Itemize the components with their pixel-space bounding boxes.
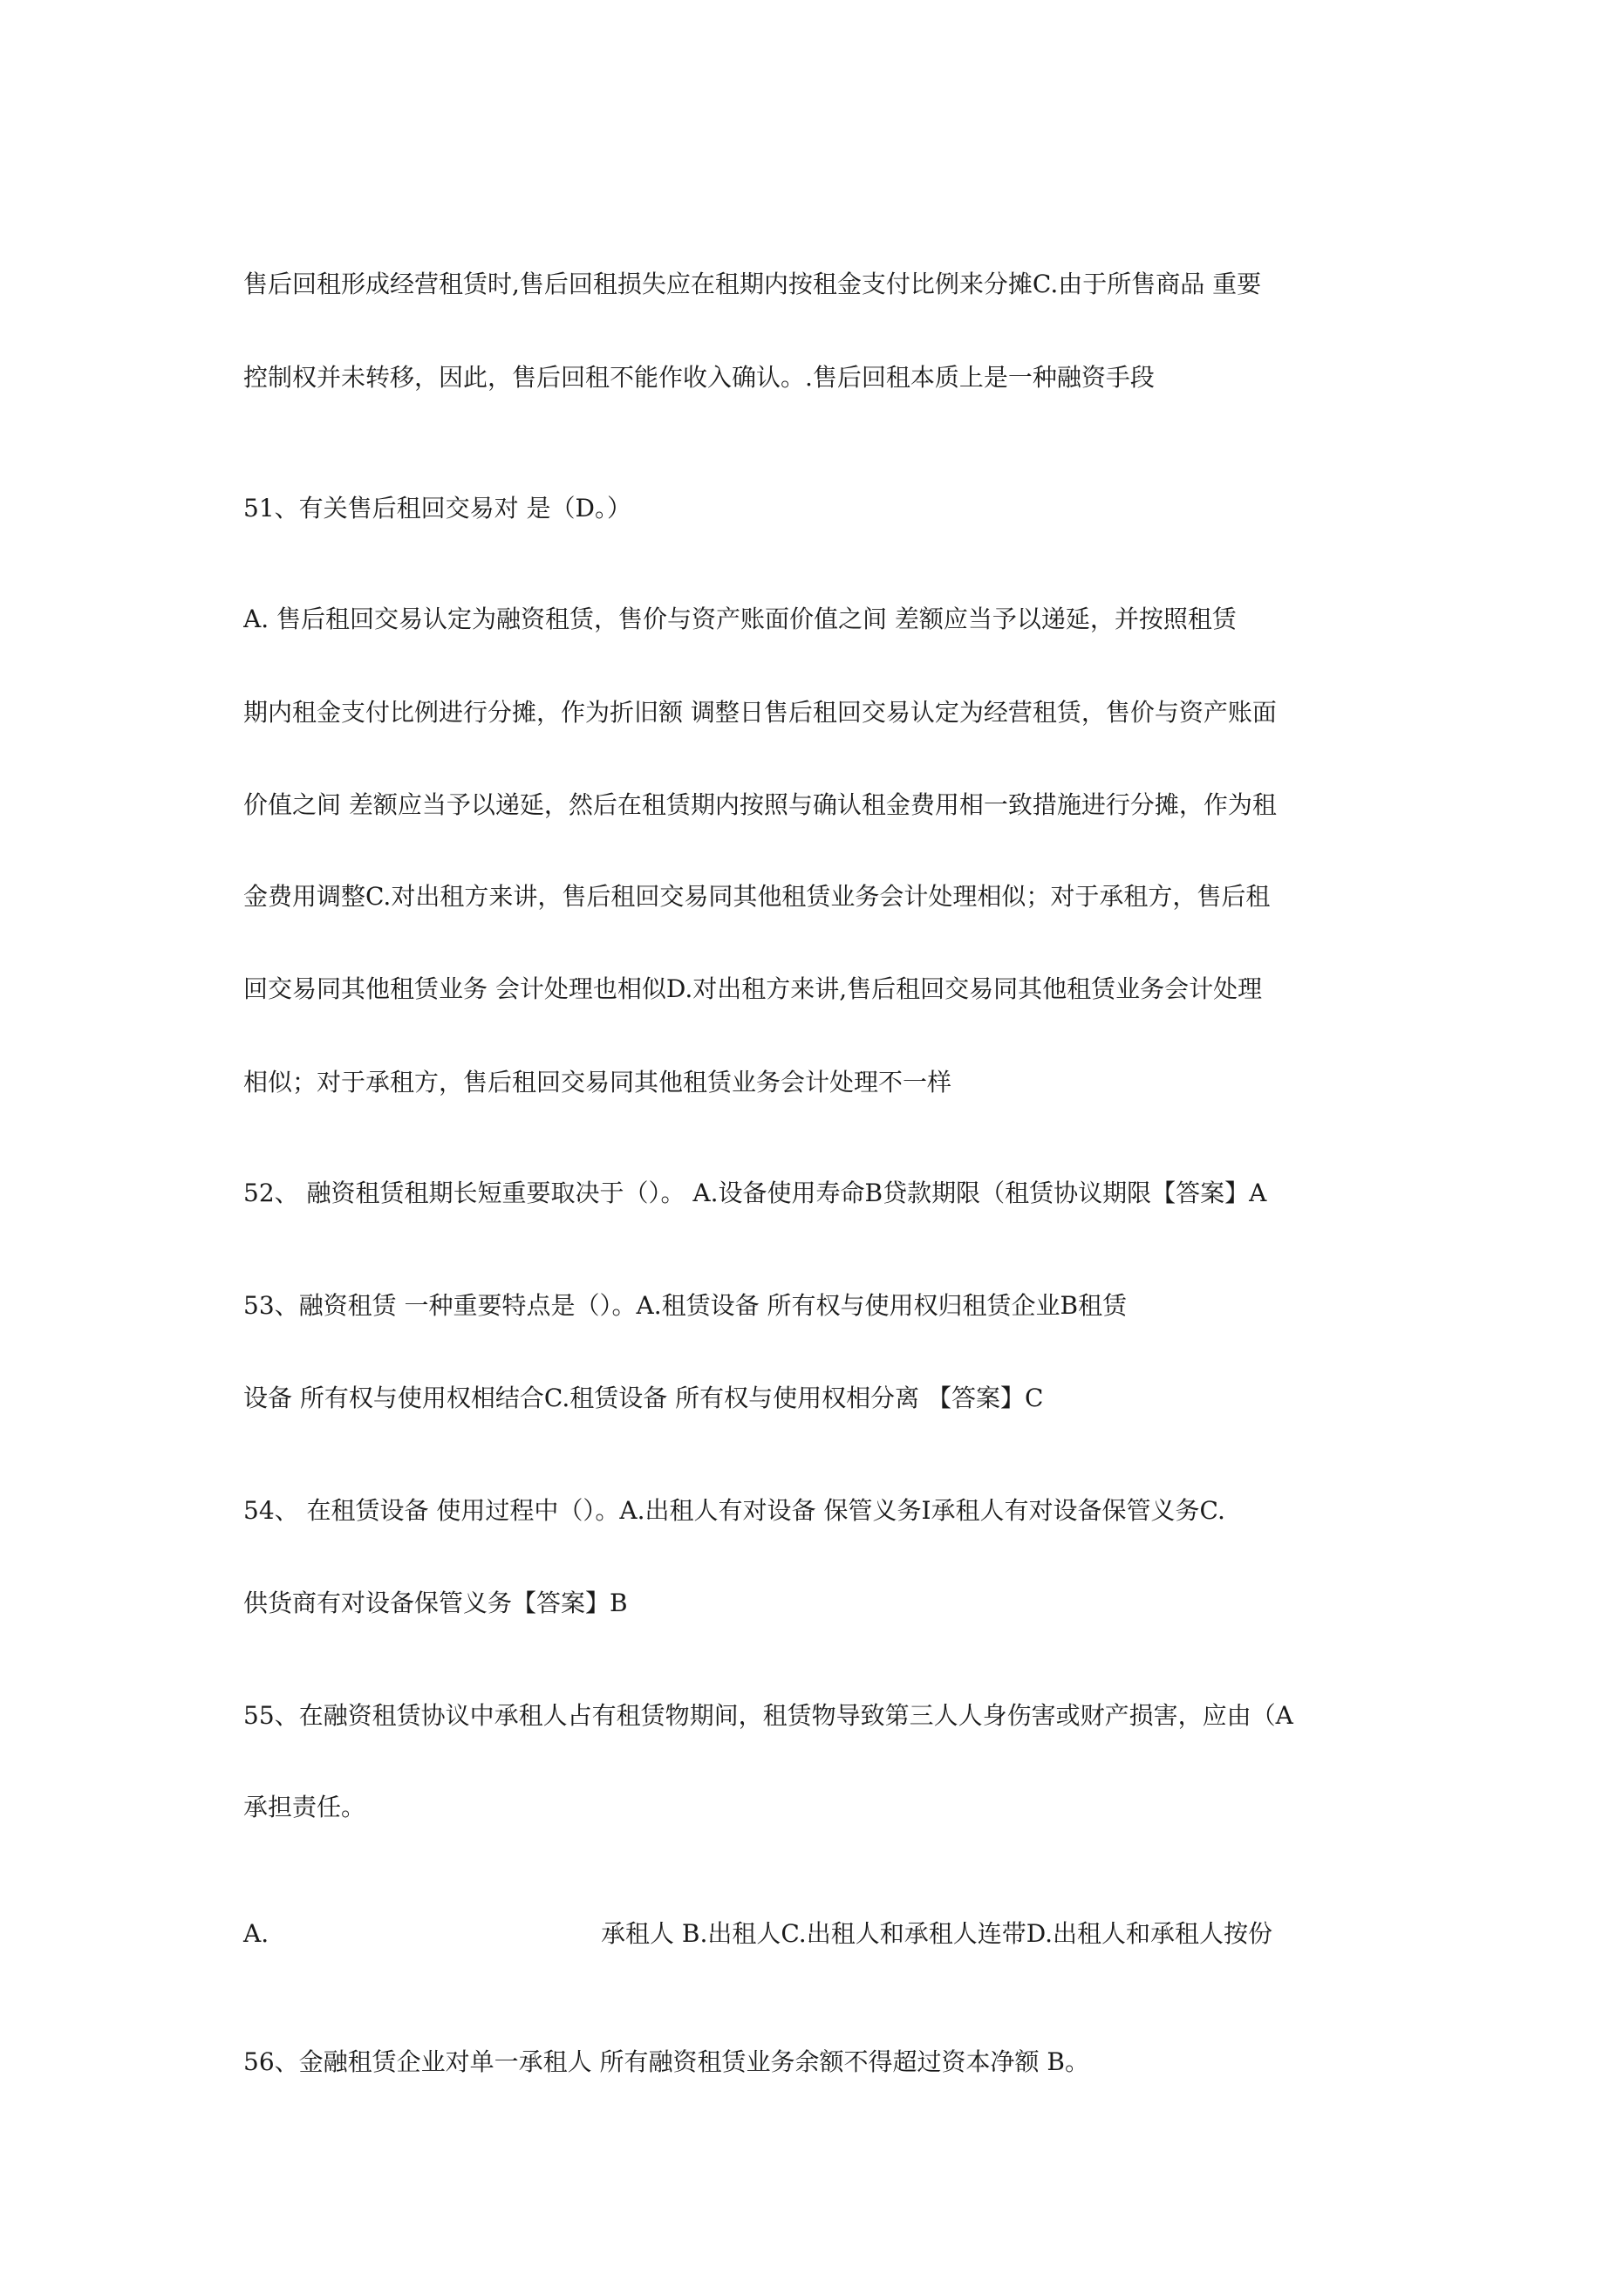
text-line: 设备 所有权与使用权相结合C.租赁设备 所有权与使用权相分离 【答案】C — [243, 1384, 1044, 1412]
text-line: 供货商有对设备保管义务【答案】B — [243, 1589, 628, 1617]
question-55: 55、在融资租赁协议中承租人占有租赁物期间，租赁物导致第三人人身伤害或财产损害，应由（A — [243, 1701, 1293, 1730]
text-line: 承担责任。 — [243, 1793, 366, 1821]
question-52: 52、 融资租赁租期长短重要取决于（）。 A.设备使用寿命B贷款期限（租赁协议期限【答案】A — [243, 1179, 1267, 1207]
text-line: 金费用调整C.对出租方来讲，售后租回交易同其他租赁业务会计处理相似；对于承租方，售后租 — [243, 882, 1271, 911]
text-line: 期内租金支付比例进行分摊，作为折旧额 调整日售后租回交易认定为经营租赁，售价与资产账面 — [243, 698, 1277, 727]
text-line: 回交易同其他租赁业务 会计处理也相似D.对出租方来讲,售后租回交易同其他租赁业务会计处理 — [243, 974, 1263, 1003]
question-51: 51、有关售后租回交易对 是（D。） — [243, 494, 631, 523]
text-line: 控制权并未转移，因此，售后回租不能作收入确认。.售后回租本质上是一种融资手段 — [243, 363, 1155, 392]
text-line: 相似；对于承租方，售后租回交易同其他租赁业务会计处理不一样 — [243, 1068, 952, 1097]
question-56: 56、金融租赁企业对单一承租人 所有融资租赁业务余额不得超过资本净额 B。 — [243, 2047, 1090, 2076]
question-54: 54、 在租赁设备 使用过程中（）。A.出租人有对设备 保管义务I承租人有对设备保管义务C. — [243, 1496, 1225, 1525]
question-53: 53、融资租赁 一种重要特点是（）。A.租赁设备 所有权与使用权归租赁企业B租赁 — [243, 1291, 1128, 1320]
text-line: 售后回租形成经营租赁时,售后回租损失应在租期内按租金支付比例来分摊C.由于所售商品 重要 — [243, 270, 1262, 298]
text-line: A. 售后租回交易认定为融资租赁，售价与资产账面价值之间 差额应当予以递延，并按照租赁 — [243, 605, 1237, 633]
options-text: 承租人 B.出租人C.出租人和承租人连带D.出租人和承租人按份 — [601, 1919, 1273, 1948]
option-label: A. — [243, 1919, 269, 1948]
text-line: 价值之间 差额应当予以递延，然后在租赁期内按照与确认租金费用相一致措施进行分摊，作为租 — [243, 790, 1277, 819]
